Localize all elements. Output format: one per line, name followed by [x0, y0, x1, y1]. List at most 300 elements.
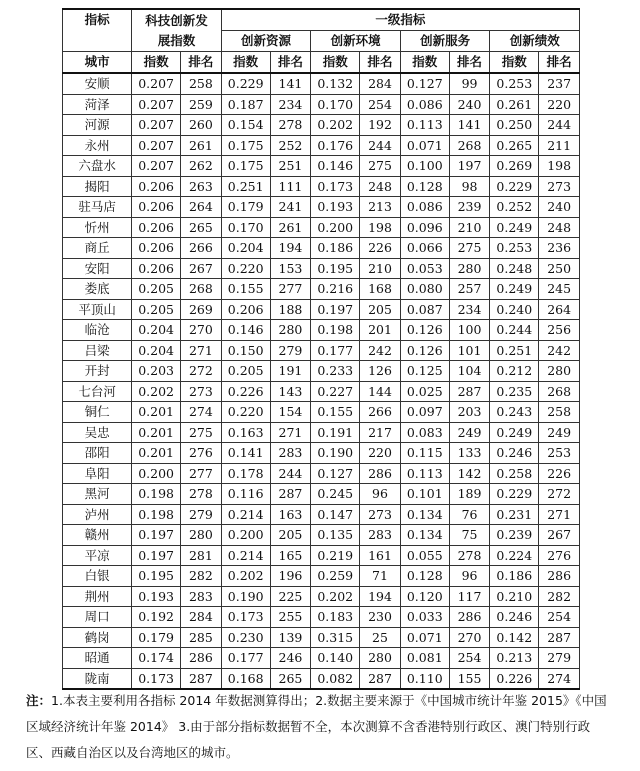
index-cell: 0.154 [221, 115, 270, 136]
city-cell: 邵阳 [63, 443, 132, 464]
index-cell: 0.134 [400, 504, 449, 525]
rank-cell: 248 [539, 217, 580, 238]
index-cell: 0.174 [132, 648, 181, 669]
index-cell: 0.201 [132, 443, 181, 464]
rank-cell: 191 [270, 361, 311, 382]
index-cell: 0.083 [400, 422, 449, 443]
rank-cell: 254 [449, 648, 490, 669]
index-cell: 0.179 [132, 627, 181, 648]
rank-cell: 244 [539, 115, 580, 136]
rank-cell: 254 [539, 607, 580, 628]
index-cell: 0.191 [311, 422, 360, 443]
rank-cell: 265 [181, 217, 222, 238]
index-cell: 0.177 [311, 340, 360, 361]
rank-cell: 280 [539, 361, 580, 382]
rank-cell: 198 [539, 156, 580, 177]
rank-cell: 279 [181, 504, 222, 525]
index-cell: 0.195 [132, 566, 181, 587]
index-cell: 0.206 [132, 238, 181, 259]
index-cell: 0.187 [221, 94, 270, 115]
index-cell: 0.249 [490, 422, 539, 443]
rank-cell: 269 [181, 299, 222, 320]
index-cell: 0.066 [400, 238, 449, 259]
index-cell: 0.244 [490, 320, 539, 341]
rank-cell: 286 [449, 607, 490, 628]
rank-cell: 245 [539, 279, 580, 300]
footnote-text: 1.本表主要利用各指标 2014 年数据测算得出；2.数据主要来源于《中国城市统计年鉴 2015》《中国区域经济统计年鉴 2014》 3.由于部分指标数据暂不全，本次测算不含香港特别行政区、澳门特别行政区、西藏自治区以及台湾地区的城市。 [26, 693, 607, 760]
city-innovation-ranking-table [62, 8, 580, 690]
header-group-resources: 创新资源 [221, 31, 311, 52]
rank-cell: 225 [270, 586, 311, 607]
city-cell: 驻马店 [63, 197, 132, 218]
header-tech-index [132, 9, 222, 52]
index-cell: 0.206 [132, 217, 181, 238]
rank-cell: 264 [181, 197, 222, 218]
table-row [63, 422, 580, 443]
index-cell: 0.252 [490, 197, 539, 218]
rank-cell: 280 [449, 258, 490, 279]
table-row [63, 627, 580, 648]
rank-cell: 270 [449, 627, 490, 648]
rank-cell: 255 [270, 607, 311, 628]
rank-cell: 220 [360, 443, 401, 464]
table-body [63, 73, 580, 689]
table-row [63, 340, 580, 361]
index-cell: 0.258 [490, 463, 539, 484]
rank-cell: 201 [360, 320, 401, 341]
rank-cell: 261 [270, 217, 311, 238]
header-subcolumns [63, 52, 580, 74]
index-cell: 0.207 [132, 135, 181, 156]
index-cell: 0.146 [221, 320, 270, 341]
rank-cell: 260 [181, 115, 222, 136]
index-cell: 0.134 [400, 525, 449, 546]
rank-cell: 154 [270, 402, 311, 423]
table-row [63, 258, 580, 279]
index-cell: 0.178 [221, 463, 270, 484]
rank-cell: 282 [539, 586, 580, 607]
city-cell: 忻州 [63, 217, 132, 238]
rank-cell: 244 [360, 135, 401, 156]
index-cell: 0.206 [132, 176, 181, 197]
index-cell: 0.126 [400, 340, 449, 361]
city-cell: 黑河 [63, 484, 132, 505]
index-cell: 0.233 [311, 361, 360, 382]
rank-cell: 286 [539, 566, 580, 587]
index-cell: 0.197 [311, 299, 360, 320]
rank-cell: 98 [449, 176, 490, 197]
index-cell: 0.192 [132, 607, 181, 628]
rank-cell: 287 [449, 381, 490, 402]
rank-cell: 198 [360, 217, 401, 238]
index-cell: 0.249 [490, 217, 539, 238]
rank-cell: 192 [360, 115, 401, 136]
rank-cell: 163 [270, 504, 311, 525]
rank-cell: 236 [539, 238, 580, 259]
index-cell: 0.110 [400, 668, 449, 689]
rank-cell: 153 [270, 258, 311, 279]
index-cell: 0.186 [490, 566, 539, 587]
rank-cell: 287 [360, 668, 401, 689]
index-cell: 0.173 [132, 668, 181, 689]
rank-cell: 287 [181, 668, 222, 689]
table-row [63, 238, 580, 259]
rank-cell: 139 [270, 627, 311, 648]
rank-cell: 274 [539, 668, 580, 689]
city-cell: 开封 [63, 361, 132, 382]
rank-cell: 100 [449, 320, 490, 341]
index-cell: 0.207 [132, 94, 181, 115]
index-cell: 0.197 [132, 545, 181, 566]
rank-cell: 101 [449, 340, 490, 361]
rank-cell: 280 [270, 320, 311, 341]
index-cell: 0.086 [400, 94, 449, 115]
index-cell: 0.096 [400, 217, 449, 238]
rank-cell: 252 [270, 135, 311, 156]
rank-cell: 205 [270, 525, 311, 546]
rank-cell: 141 [270, 73, 311, 94]
rank-cell: 250 [539, 258, 580, 279]
index-cell: 0.146 [311, 156, 360, 177]
rank-cell: 277 [270, 279, 311, 300]
index-cell: 0.127 [400, 73, 449, 94]
rank-cell: 279 [539, 648, 580, 669]
rank-cell: 25 [360, 627, 401, 648]
rank-cell: 268 [449, 135, 490, 156]
city-cell: 铜仁 [63, 402, 132, 423]
index-cell: 0.120 [400, 586, 449, 607]
rank-cell: 75 [449, 525, 490, 546]
index-cell: 0.125 [400, 361, 449, 382]
city-cell: 娄底 [63, 279, 132, 300]
rank-cell: 272 [539, 484, 580, 505]
rank-cell: 265 [270, 668, 311, 689]
city-cell: 平顶山 [63, 299, 132, 320]
rank-cell: 267 [539, 525, 580, 546]
rank-cell: 280 [181, 525, 222, 546]
city-cell: 荆州 [63, 586, 132, 607]
index-cell: 0.214 [221, 504, 270, 525]
rank-cell: 266 [360, 402, 401, 423]
index-cell: 0.229 [490, 176, 539, 197]
rank-cell: 240 [449, 94, 490, 115]
city-cell: 安顺 [63, 73, 132, 94]
table-row [63, 566, 580, 587]
city-cell: 鹤岗 [63, 627, 132, 648]
index-cell: 0.202 [311, 115, 360, 136]
rank-cell: 234 [270, 94, 311, 115]
index-cell: 0.140 [311, 648, 360, 669]
index-cell: 0.226 [221, 381, 270, 402]
rank-cell: 196 [270, 566, 311, 587]
index-cell: 0.025 [400, 381, 449, 402]
index-cell: 0.203 [132, 361, 181, 382]
index-cell: 0.253 [490, 73, 539, 94]
table-row [63, 668, 580, 689]
index-cell: 0.033 [400, 607, 449, 628]
index-cell: 0.071 [400, 135, 449, 156]
rank-cell: 168 [360, 279, 401, 300]
index-cell: 0.269 [490, 156, 539, 177]
index-cell: 0.197 [132, 525, 181, 546]
header-rank: 排名 [449, 52, 490, 74]
index-cell: 0.193 [132, 586, 181, 607]
city-cell: 永州 [63, 135, 132, 156]
table-row [63, 381, 580, 402]
rank-cell: 205 [360, 299, 401, 320]
rank-cell: 254 [360, 94, 401, 115]
rank-cell: 76 [449, 504, 490, 525]
header-group-service: 创新服务 [400, 31, 490, 52]
table-row [63, 279, 580, 300]
index-cell: 0.202 [311, 586, 360, 607]
index-cell: 0.245 [311, 484, 360, 505]
rank-cell: 144 [360, 381, 401, 402]
rank-cell: 279 [270, 340, 311, 361]
header-rank: 排名 [181, 52, 222, 74]
rank-cell: 71 [360, 566, 401, 587]
rank-cell: 278 [181, 484, 222, 505]
index-cell: 0.195 [311, 258, 360, 279]
index-cell: 0.179 [221, 197, 270, 218]
city-cell: 泸州 [63, 504, 132, 525]
index-cell: 0.204 [132, 320, 181, 341]
table-row [63, 197, 580, 218]
table-header [63, 9, 580, 73]
rank-cell: 220 [539, 94, 580, 115]
index-cell: 0.239 [490, 525, 539, 546]
rank-cell: 99 [449, 73, 490, 94]
table-row [63, 525, 580, 546]
index-cell: 0.163 [221, 422, 270, 443]
index-cell: 0.206 [221, 299, 270, 320]
rank-cell: 259 [181, 94, 222, 115]
rank-cell: 240 [539, 197, 580, 218]
rank-cell: 246 [270, 648, 311, 669]
table-row [63, 156, 580, 177]
rank-cell: 188 [270, 299, 311, 320]
city-cell: 河源 [63, 115, 132, 136]
table-row [63, 402, 580, 423]
rank-cell: 126 [360, 361, 401, 382]
header-index: 指数 [490, 52, 539, 74]
index-cell: 0.212 [490, 361, 539, 382]
index-cell: 0.206 [132, 258, 181, 279]
index-cell: 0.113 [400, 463, 449, 484]
index-cell: 0.175 [221, 156, 270, 177]
header-level1: 一级指标 [221, 9, 579, 31]
index-cell: 0.201 [132, 422, 181, 443]
table-row [63, 361, 580, 382]
index-cell: 0.177 [221, 648, 270, 669]
rank-cell: 270 [181, 320, 222, 341]
table-row [63, 299, 580, 320]
rank-cell: 226 [539, 463, 580, 484]
rank-cell: 283 [270, 443, 311, 464]
rank-cell: 284 [360, 73, 401, 94]
city-cell: 揭阳 [63, 176, 132, 197]
index-cell: 0.126 [400, 320, 449, 341]
index-cell: 0.204 [221, 238, 270, 259]
rank-cell: 280 [360, 648, 401, 669]
rank-cell: 253 [539, 443, 580, 464]
index-cell: 0.155 [311, 402, 360, 423]
city-cell: 吴忠 [63, 422, 132, 443]
index-cell: 0.210 [490, 586, 539, 607]
rank-cell: 237 [539, 73, 580, 94]
rank-cell: 276 [181, 443, 222, 464]
index-cell: 0.168 [221, 668, 270, 689]
city-cell: 七台河 [63, 381, 132, 402]
header-index: 指数 [400, 52, 449, 74]
rank-cell: 251 [270, 156, 311, 177]
rank-cell: 281 [181, 545, 222, 566]
index-cell: 0.175 [221, 135, 270, 156]
rank-cell: 268 [181, 279, 222, 300]
index-cell: 0.240 [490, 299, 539, 320]
rank-cell: 161 [360, 545, 401, 566]
ranking-table-container [62, 8, 580, 690]
index-cell: 0.219 [311, 545, 360, 566]
index-cell: 0.200 [311, 217, 360, 238]
city-cell: 六盘水 [63, 156, 132, 177]
index-cell: 0.202 [221, 566, 270, 587]
table-row [63, 443, 580, 464]
index-cell: 0.173 [311, 176, 360, 197]
rank-cell: 117 [449, 586, 490, 607]
city-cell: 陇南 [63, 668, 132, 689]
rank-cell: 287 [539, 627, 580, 648]
index-cell: 0.082 [311, 668, 360, 689]
index-cell: 0.128 [400, 176, 449, 197]
header-index: 指数 [221, 52, 270, 74]
index-cell: 0.235 [490, 381, 539, 402]
city-cell: 平凉 [63, 545, 132, 566]
index-cell: 0.200 [132, 463, 181, 484]
index-cell: 0.055 [400, 545, 449, 566]
header-tech-index-label: 科技创新发展指数 [145, 12, 208, 48]
table-row [63, 217, 580, 238]
rank-cell: 266 [181, 238, 222, 259]
index-cell: 0.220 [221, 402, 270, 423]
city-cell: 周口 [63, 607, 132, 628]
index-cell: 0.198 [311, 320, 360, 341]
city-cell: 商丘 [63, 238, 132, 259]
rank-cell: 249 [539, 422, 580, 443]
header-group-environment: 创新环境 [311, 31, 401, 52]
rank-cell: 133 [449, 443, 490, 464]
index-cell: 0.141 [221, 443, 270, 464]
rank-cell: 234 [449, 299, 490, 320]
rank-cell: 283 [360, 525, 401, 546]
index-cell: 0.206 [132, 197, 181, 218]
header-index: 指数 [132, 52, 181, 74]
index-cell: 0.201 [132, 402, 181, 423]
rank-cell: 262 [181, 156, 222, 177]
rank-cell: 275 [181, 422, 222, 443]
rank-cell: 244 [270, 463, 311, 484]
index-cell: 0.193 [311, 197, 360, 218]
table-row [63, 586, 580, 607]
rank-cell: 194 [270, 238, 311, 259]
table-row [63, 135, 580, 156]
rank-cell: 258 [539, 402, 580, 423]
rank-cell: 271 [181, 340, 222, 361]
rank-cell: 111 [270, 176, 311, 197]
index-cell: 0.315 [311, 627, 360, 648]
rank-cell: 213 [360, 197, 401, 218]
index-cell: 0.081 [400, 648, 449, 669]
rank-cell: 284 [181, 607, 222, 628]
rank-cell: 210 [360, 258, 401, 279]
index-cell: 0.207 [132, 156, 181, 177]
index-cell: 0.205 [221, 361, 270, 382]
index-cell: 0.132 [311, 73, 360, 94]
rank-cell: 283 [181, 586, 222, 607]
index-cell: 0.198 [132, 504, 181, 525]
rank-cell: 194 [360, 586, 401, 607]
rank-cell: 277 [181, 463, 222, 484]
index-cell: 0.231 [490, 504, 539, 525]
table-row [63, 463, 580, 484]
table-row [63, 176, 580, 197]
index-cell: 0.170 [311, 94, 360, 115]
rank-cell: 239 [449, 197, 490, 218]
index-cell: 0.259 [311, 566, 360, 587]
index-cell: 0.173 [221, 607, 270, 628]
rank-cell: 267 [181, 258, 222, 279]
table-row [63, 115, 580, 136]
index-cell: 0.220 [221, 258, 270, 279]
table-row [63, 320, 580, 341]
rank-cell: 261 [181, 135, 222, 156]
index-cell: 0.229 [490, 484, 539, 505]
city-cell: 阜阳 [63, 463, 132, 484]
index-cell: 0.246 [490, 443, 539, 464]
index-cell: 0.135 [311, 525, 360, 546]
rank-cell: 276 [539, 545, 580, 566]
index-cell: 0.101 [400, 484, 449, 505]
rank-cell: 273 [181, 381, 222, 402]
index-cell: 0.265 [490, 135, 539, 156]
index-cell: 0.204 [132, 340, 181, 361]
header-index: 指数 [311, 52, 360, 74]
index-cell: 0.214 [221, 545, 270, 566]
rank-cell: 242 [539, 340, 580, 361]
index-cell: 0.243 [490, 402, 539, 423]
header-rank: 排名 [539, 52, 580, 74]
rank-cell: 273 [360, 504, 401, 525]
rank-cell: 104 [449, 361, 490, 382]
index-cell: 0.261 [490, 94, 539, 115]
rank-cell: 286 [181, 648, 222, 669]
rank-cell: 286 [360, 463, 401, 484]
rank-cell: 141 [449, 115, 490, 136]
index-cell: 0.170 [221, 217, 270, 238]
rank-cell: 217 [360, 422, 401, 443]
index-cell: 0.176 [311, 135, 360, 156]
index-cell: 0.186 [311, 238, 360, 259]
index-cell: 0.097 [400, 402, 449, 423]
rank-cell: 282 [181, 566, 222, 587]
index-cell: 0.147 [311, 504, 360, 525]
index-cell: 0.128 [400, 566, 449, 587]
index-cell: 0.183 [311, 607, 360, 628]
header-rank: 排名 [360, 52, 401, 74]
index-cell: 0.113 [400, 115, 449, 136]
index-cell: 0.115 [400, 443, 449, 464]
footnote-label: 注： [26, 693, 52, 708]
